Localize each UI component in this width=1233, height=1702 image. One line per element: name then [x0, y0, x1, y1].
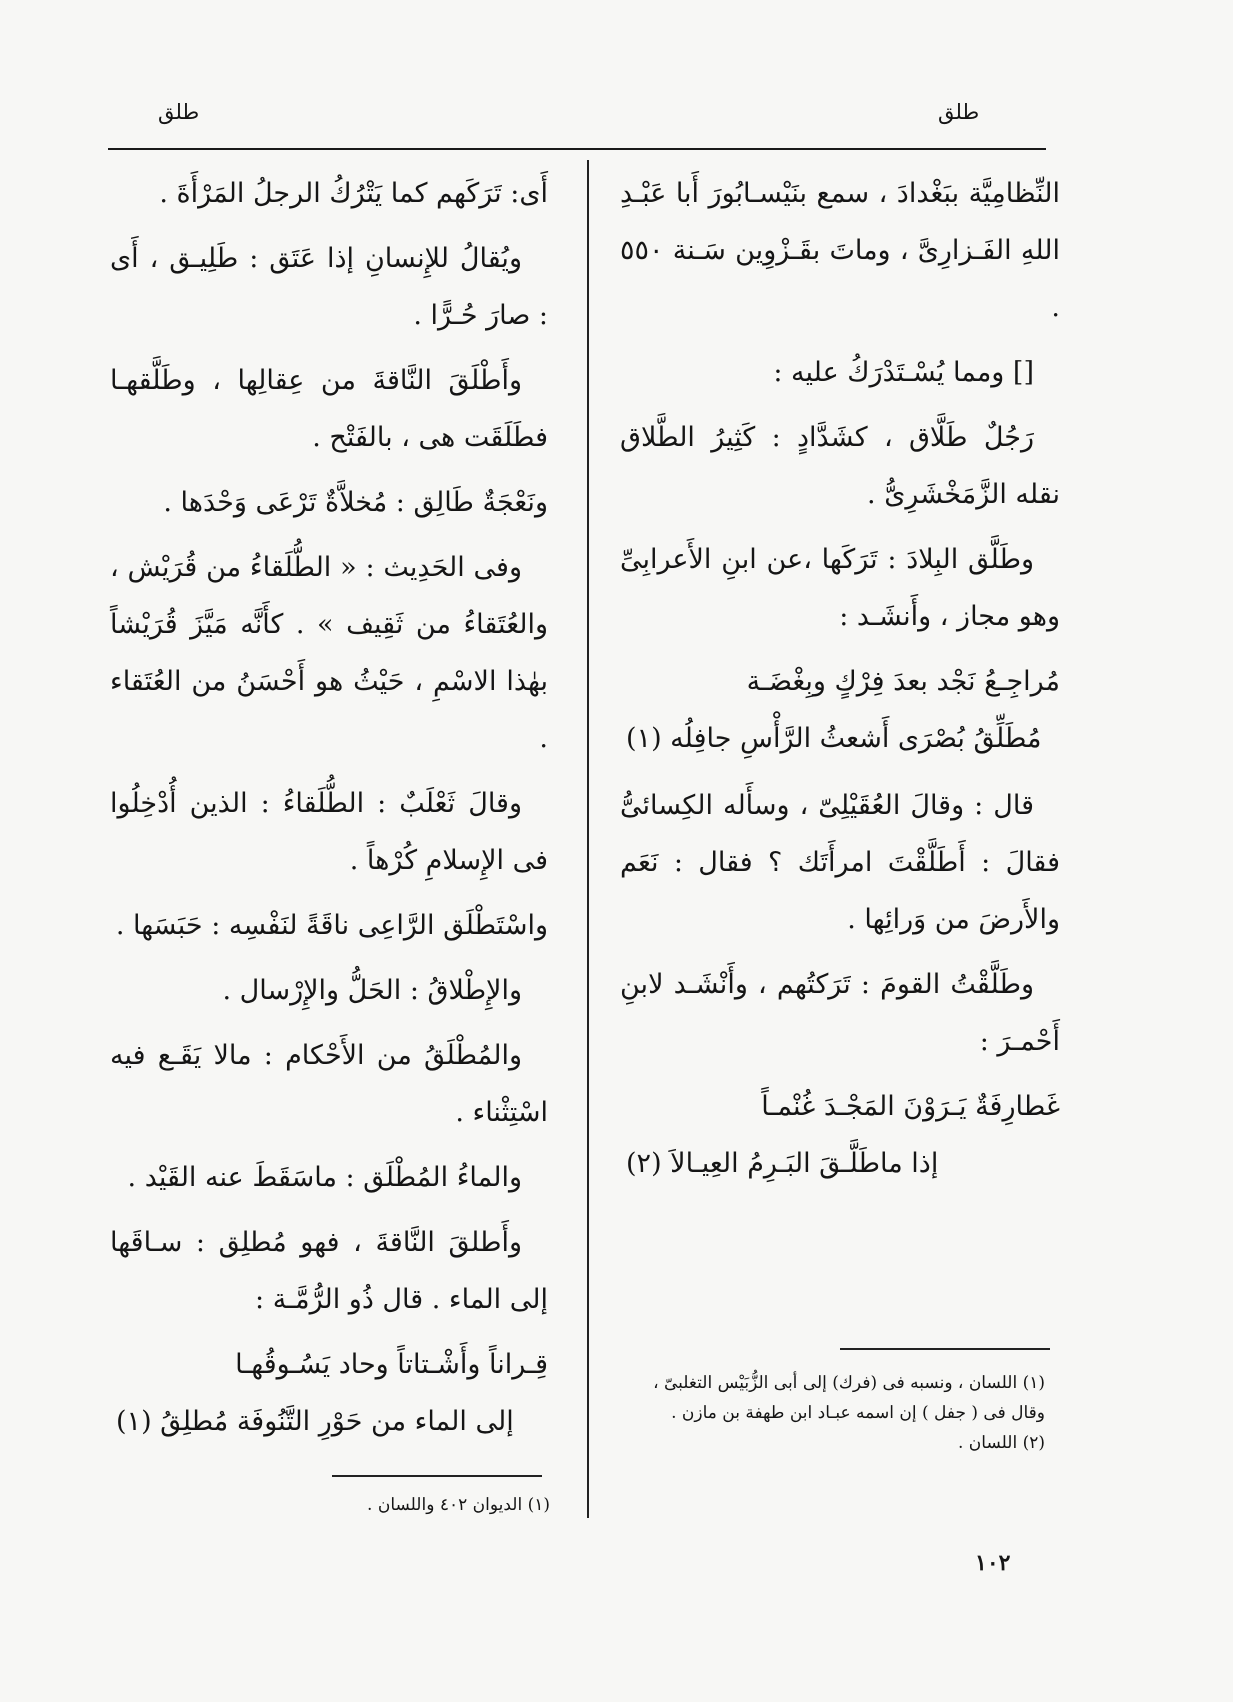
header-right-title: طلق — [938, 100, 980, 124]
verse-hemistich: قِـراناً وأَشْـتاتاً وحاد يَسُـوقُهـا — [235, 1349, 548, 1380]
footnotes-right — [620, 1368, 1045, 1458]
paragraph: وأَطْلَقَ النَّاقةَ من عِقالِها ، وطَلَّقهـا فطَلَقَت هى ، بالفَتْح . — [110, 365, 548, 453]
header-left-title: طلق — [158, 100, 200, 124]
verse-hemistich: إلى الماء من حَوْرِ التَّنُوفَة مُطلِقُ (١) — [116, 1406, 514, 1437]
verse — [620, 1078, 1060, 1192]
right-column — [620, 165, 1060, 1202]
footnote: (١) الديوان ٤٠٢ واللسان . — [367, 1495, 550, 1515]
paragraph: وفى الحَدِيث : « الطُّلَقاءُ من قُرَيْش ، والعُتَقاءُ من ثَقِيف » . كأَنَّه مَيَّزَ قُرَيْشاً بهٰذا الاسْمِ ، حَيْثُ هو أَحْسَنُ من العُتَقاء . — [110, 552, 548, 754]
paragraph: وطَلَّق البِلادَ : تَرَكَها ،عن ابنِ الأَعرابِىِّ وهو مجاز ، وأَنشَـد : — [620, 544, 1060, 632]
paragraph: أَى: تَرَكَهم كما يَتْرُكُ الرجلُ المَرْأَةَ . — [159, 178, 548, 209]
paragraph: وطَلَّقْتُ القومَ : تَرَكتُهم ، وأَنْشَـد لابنِ أَحْمـرَ : — [620, 969, 1060, 1057]
footnote-rule — [840, 1348, 1050, 1350]
footnote: (٢) اللسان . — [958, 1433, 1045, 1453]
left-column — [110, 165, 548, 1460]
header-rule — [108, 148, 1046, 150]
footnote: (١) اللسان ، ونسبه فى (فرك) إلى أبى الزُّبَيْس التغلبىّ ، وقال فى ( جفل ) إن اسمه عبـاد ابن طهفة بن مازن . — [653, 1373, 1045, 1423]
verse-hemistich: مُراجِـعُ نَجْد بعدَ فِرْكٍ وبِغْضَـة — [746, 666, 1060, 697]
verse — [110, 1336, 548, 1450]
page-number: ١٠٢ — [975, 1550, 1011, 1576]
paragraph: والإِطْلاقُ : الحَلُّ والإِرْسال . — [222, 975, 522, 1006]
paragraph: [] ومما يُسْـتَدْرَكُ عليه : — [773, 357, 1034, 388]
paragraph: والماءُ المُطْلَق : ماسَقَطَ عنه القَيْد . — [127, 1162, 522, 1193]
verse-hemistich: مُطَلِّقُ بُصْرَى أَشعثُ الرَّأْسِ جافِلُه (١) — [626, 723, 1042, 754]
paragraph: ونَعْجَةٌ طَالِق : مُخلاَّةٌ تَرْعَى وَحْدَها . — [163, 487, 548, 518]
paragraph: رَجُلٌ طَلَّاق ، كشَدَّادٍ : كَثِيرُ الطَّلاق نقله الزَّمَخْشَرِىُّ . — [620, 422, 1060, 510]
paragraph: وقالَ ثَعْلَبٌ : الطُّلَقاءُ : الذين أُدْخِلُوا فى الإِسلامِ كُرْهاً . — [110, 788, 548, 876]
verse-hemistich: غَطارِفَةٌ يَـرَوْنَ المَجْـدَ غُنْمـاً — [761, 1091, 1060, 1122]
footnote-rule — [332, 1475, 542, 1477]
paragraph: والمُطْلَقُ من الأَحْكام : مالا يَقَـع فيه اسْتِثْناء . — [110, 1040, 548, 1128]
paragraph: ويُقالُ للإِنسانِ إذا عَتَق : طَلِيـق ، أَى : صارَ حُـرًّا . — [110, 243, 548, 331]
paragraph: وأَطلقَ النَّاقةَ ، فهو مُطلِق : سـاقَها إلى الماء . قال ذُو الرُّمَّـة : — [110, 1227, 548, 1315]
footnotes-left — [110, 1490, 550, 1520]
paragraph: واسْتَطْلَق الرَّاعِى ناقَةً لنَفْسِه : حَبَسَها . — [115, 910, 548, 941]
paragraph: النِّظامِيَّة ببَغْدادَ ، سمع بنَيْسـابُورَ أَبا عَبْـدِ اللهِ الفَـزارِىَّ ، وماتَ بقَـزْوِين سَـنة ٥٥٠ . — [620, 178, 1060, 323]
verse — [620, 653, 1060, 767]
verse-hemistich: إذا ماطَلَّـقَ البَـرِمُ العِيـالاَ (٢) — [626, 1148, 939, 1179]
column-divider — [587, 160, 589, 1518]
paragraph: قال : وقالَ العُقَيْلِىّ ، وسأَله الكِسائىُّ فقالَ : أَطَلَّقْتَ امرأَتَك ؟ فقال : نَعَم والأَرضَ من وَرائِها . — [620, 790, 1060, 935]
